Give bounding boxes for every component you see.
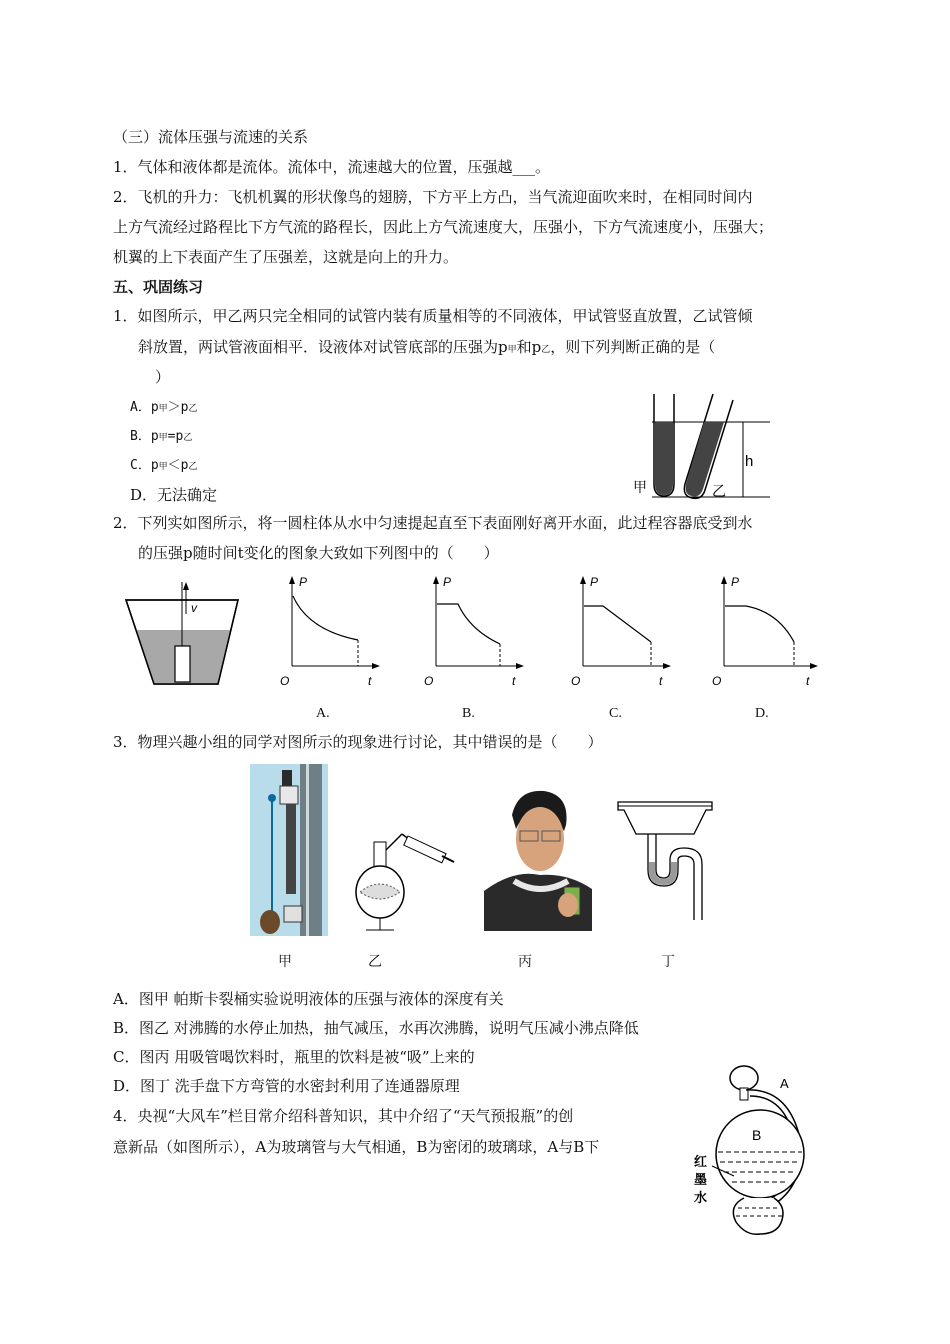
- q2-line-1: 2．下列实如图所示，将一圆柱体从水中匀速提起直至下表面刚好离开水面，此过程容器底受到水: [113, 514, 753, 532]
- q1-option-d: D．无法确定: [130, 486, 218, 504]
- q1-option-b: B．p甲=p乙: [130, 429, 193, 444]
- container-figure: [122, 578, 242, 688]
- q3-option-d: D．图丁 洗手盘下方弯管的水密封利用了连通器原理: [113, 1077, 460, 1095]
- q3-option-c: C．图丙 用吸管喝饮料时，瓶里的饮料是被“吸”上来的: [113, 1048, 475, 1066]
- svg-text:t: t: [512, 674, 516, 688]
- test-tubes-figure: [630, 392, 775, 500]
- section-heading-3: （三）流体压强与流速的关系: [113, 128, 309, 146]
- red-ink-label-1: 红: [694, 1154, 708, 1169]
- curve-b: [437, 604, 500, 644]
- picture-caption-yi: 乙: [368, 955, 382, 970]
- graph-a: [276, 572, 386, 692]
- boy-drinking-picture: [484, 785, 592, 931]
- graph-d: [708, 572, 824, 692]
- tube-a-label: A: [780, 1076, 789, 1091]
- sink-trap-picture: [614, 796, 722, 922]
- curve-a: [293, 596, 358, 640]
- ball-b-label: B: [752, 1127, 762, 1143]
- curve-d: [725, 606, 794, 642]
- svg-text:P: P: [443, 575, 452, 589]
- svg-text:t: t: [806, 674, 810, 688]
- velocity-label: v: [191, 601, 197, 615]
- paragraph-2-line-2: 上方气流经过路程比下方气流的路程长，因此上方气流速度大，压强小，下方气流速度小，压强大；: [113, 218, 774, 236]
- q2-line-2: 的压强p随时间t变化的图象大致如下列图中的（ ）: [138, 544, 499, 562]
- tube-jia-liquid: [655, 422, 673, 495]
- flask-pump-picture: [350, 826, 458, 936]
- svg-text:P: P: [299, 575, 308, 589]
- q3-option-a: A．图甲 帕斯卡裂桶实验说明液体的压强与液体的深度有关: [113, 990, 504, 1008]
- svg-text:P: P: [731, 575, 740, 589]
- svg-text:t: t: [368, 674, 372, 688]
- q1-line-1: 1．如图所示，甲乙两只完全相同的试管内装有质量相等的不同液体，甲试管竖直放置，乙试管倾: [113, 307, 753, 325]
- pascal-barrel-picture: [250, 764, 328, 936]
- q1-option-a: A．p甲＞p乙: [130, 400, 198, 415]
- svg-text:t: t: [659, 674, 663, 688]
- q4-line-2: 意新品（如图所示），A为玻璃管与大气相通，B为密闭的玻璃球，A与B下: [113, 1138, 600, 1156]
- red-ink-label-2: 墨: [694, 1172, 708, 1187]
- svg-text:O: O: [280, 674, 290, 688]
- graph-caption-d: D.: [755, 706, 769, 721]
- picture-caption-jia: 甲: [278, 955, 292, 970]
- label-jia: 甲: [633, 479, 647, 495]
- curve-c: [584, 606, 651, 642]
- q1-line-2: 斜放置，两试管液面相平．设液体对试管底部的压强为p甲和p乙，则下列判断正确的是（: [138, 338, 716, 356]
- graph-caption-a: A.: [316, 706, 330, 721]
- q3-line-1: 3．物理兴趣小组的同学对图所示的现象进行讨论，其中错误的是（ ）: [113, 733, 603, 751]
- paragraph-2-line-1: 2．飞机的升力：飞机机翼的形状像鸟的翅膀，下方平上方凸，当气流迎面吹来时，在相同时间内: [113, 188, 753, 206]
- graph-b: [420, 572, 530, 692]
- graph-c: [567, 572, 677, 692]
- svg-text:O: O: [571, 674, 581, 688]
- weather-bottle-figure: [688, 1058, 822, 1240]
- graph-caption-b: B.: [462, 706, 475, 721]
- picture-caption-bing: 丙: [518, 955, 532, 970]
- h-label: h: [745, 453, 754, 470]
- graph-caption-c: C.: [609, 706, 622, 721]
- paragraph-1: 1．气体和液体都是流体。流体中，流速越大的位置，压强越___。: [113, 158, 551, 176]
- picture-caption-ding: 丁: [661, 955, 675, 970]
- q1-option-c: C．p甲＜p乙: [130, 458, 198, 473]
- q1-line-3: ）: [155, 368, 171, 386]
- label-yi: 乙: [712, 483, 726, 499]
- svg-text:P: P: [590, 575, 599, 589]
- section-heading-5: 五、巩固练习: [113, 278, 204, 296]
- cylinder: [175, 646, 190, 682]
- svg-text:O: O: [712, 674, 722, 688]
- q4-line-1: 4．央视“大风车”栏目常介绍科普知识，其中介绍了“天气预报瓶”的创: [113, 1107, 574, 1125]
- svg-text:O: O: [424, 674, 434, 688]
- red-ink-label-3: 水: [694, 1190, 708, 1205]
- q3-option-b: B．图乙 对沸腾的水停止加热，抽气减压，水再次沸腾，说明气压减小沸点降低: [113, 1019, 639, 1037]
- paragraph-2-line-3: 机翼的上下表面产生了压强差，这就是向上的升力。: [113, 248, 459, 266]
